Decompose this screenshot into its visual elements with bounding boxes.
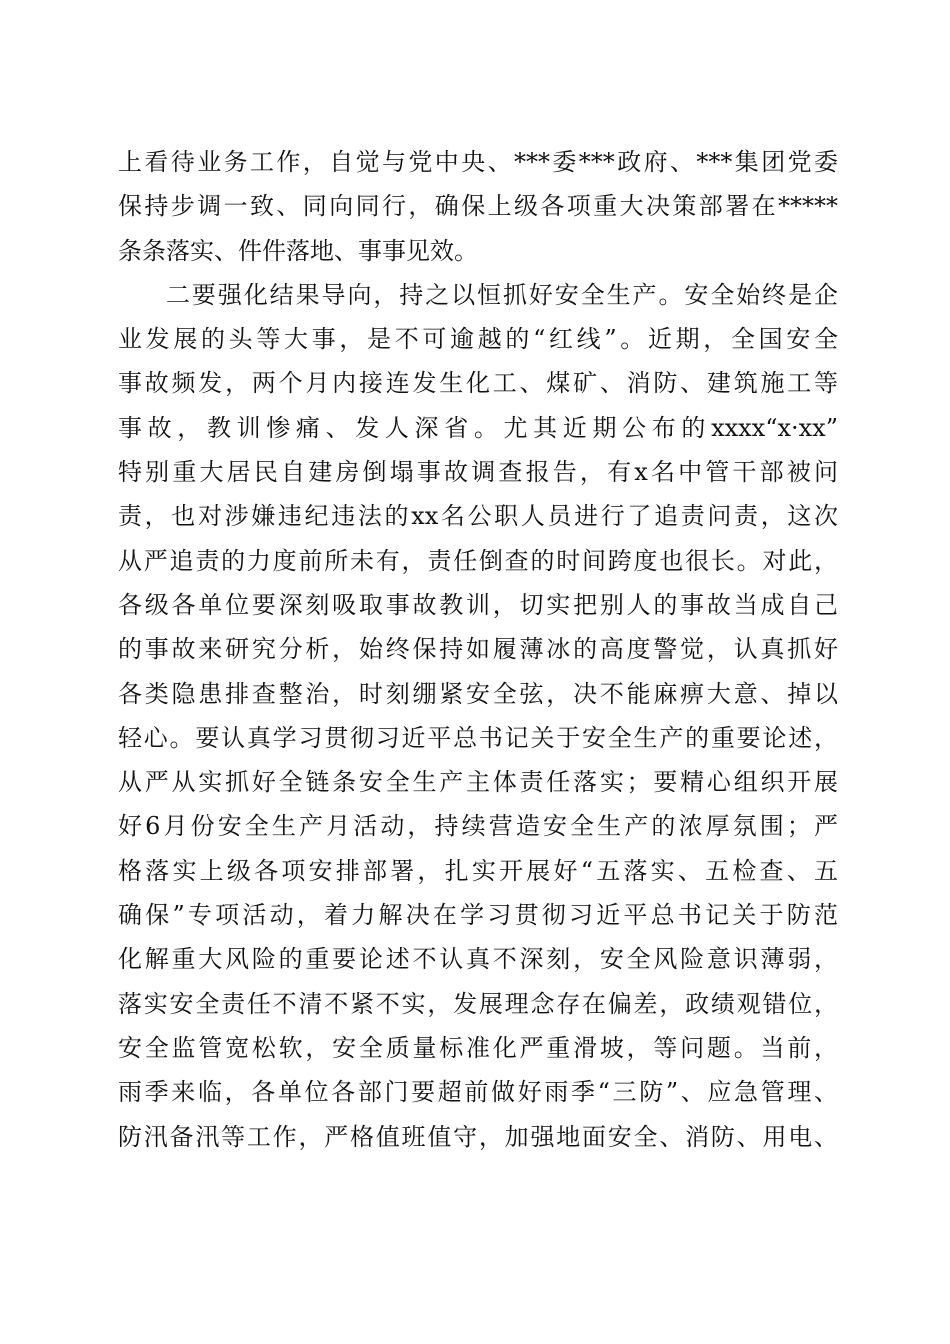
text-line: 好6月份安全生产月活动，持续营造安全生产的浓厚氛围；严 [118,812,838,841]
paragraph-first-line: 二要强化结果导向，持之以恒抓好安全生产。安全始终是企 [166,280,838,309]
text-line: 轻心。要认真学习贯彻习近平总书记关于安全生产的重要论述， [118,723,838,752]
text-line: 安全监管宽松软，安全质量标准化严重滑坡，等问题。当前， [118,1033,838,1062]
text-line: 各级各单位要深刻吸取事故教训，切实把别人的事故当成自己 [118,590,838,619]
text-line: 格落实上级各项安排部署，扎实开展好“五落实、五检查、五 [118,856,838,885]
body-text [118,140,838,1159]
text-line: 从严从实抓好全链条安全生产主体责任落实；要精心组织开展 [118,768,838,797]
text-line: 防汛备汛等工作，严格值班值守，加强地面安全、消防、用电、 [118,1122,838,1151]
text-line: 落实安全责任不清不紧不实，发展理念存在偏差，政绩观错位， [118,989,838,1018]
text-line: 业发展的头等大事，是不可逾越的“红线”。近期，全国安全 [118,325,838,354]
text-line: 条条落实、件件落地、事事见效。 [118,236,478,265]
text-line: 保持步调一致、同向同行，确保上级各项重大决策部署在***** [118,192,838,221]
text-line: 雨季来临，各单位各部门要超前做好雨季“三防”、应急管理、 [118,1078,838,1107]
text-line: 事故频发，两个月内接连发生化工、煤矿、消防、建筑施工等 [118,369,838,398]
text-line: 的事故来研究分析，始终保持如履薄冰的高度警觉，认真抓好 [118,635,838,664]
text-line: 从严追责的力度前所未有，责任倒查的时间跨度也很长。对此， [118,546,838,575]
text-line: 事故，教训惨痛、发人深省。尤其近期公布的xxxx“x·xx” [118,413,838,442]
text-line: 特别重大居民自建房倒塌事故调查报告，有x名中管干部被问 [118,458,838,487]
text-line: 责，也对涉嫌违纪违法的xx名公职人员进行了追责问责，这次 [118,502,838,531]
text-line: 确保”专项活动，着力解决在学习贯彻习近平总书记关于防范 [118,901,838,930]
text-line: 各类隐患排查整治，时刻绷紧安全弦，决不能麻痹大意、掉以 [118,679,838,708]
text-line: 化解重大风险的重要论述不认真不深刻，安全风险意识薄弱， [118,945,838,974]
text-line: 上看待业务工作，自觉与党中央、***委***政府、***集团党委 [118,148,838,176]
